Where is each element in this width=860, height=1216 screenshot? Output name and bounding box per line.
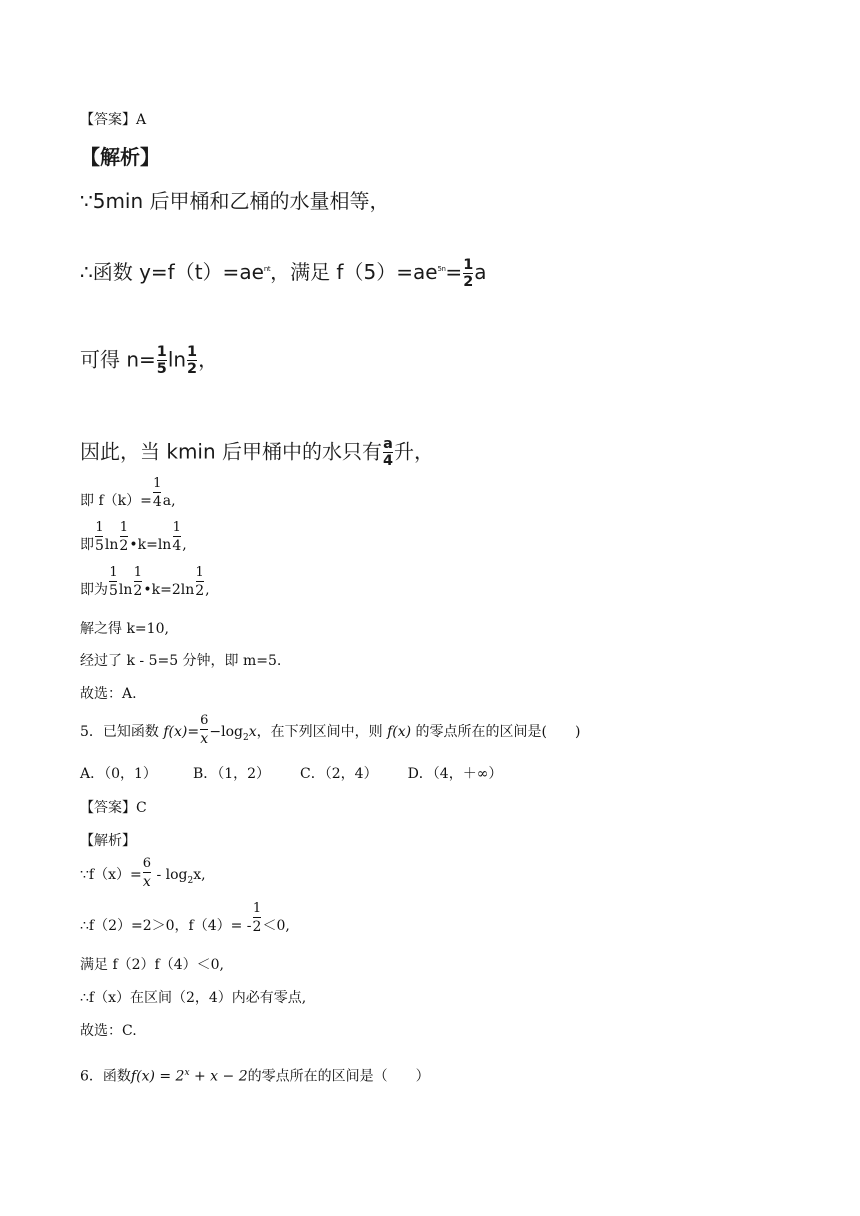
fraction: $\frac{1}{5}$ xyxy=(109,565,118,599)
step-choose-c: 故选：C. xyxy=(80,1023,137,1039)
analysis-heading-2: 【解析】 xyxy=(80,833,136,849)
option-b: B．（1，2） xyxy=(192,766,271,782)
solution-line-function: ∴函数 $y=f(t)=ae^{nt}$，满足 $f(5)=ae^{5n}=$ $\frac{1}{2}$ a xyxy=(80,256,487,290)
question-6: 6．函数$f(x) = 2^x + x - 2$的零点所在的区间是（ ） xyxy=(80,1068,430,1085)
fraction: $\frac{1}{2}$ xyxy=(119,520,129,554)
fraction: $\frac{1}{2}$ xyxy=(252,901,262,935)
answer-label-1: 【答案】A xyxy=(80,112,147,128)
step-product: 满足 f（2）f（4）＜0, xyxy=(80,957,224,973)
solution-line-since: ∵5min 后甲桶和乙桶的水量相等， xyxy=(80,189,390,213)
step-fk: 即 f（k）= $\frac{1}{4}$ a, xyxy=(80,476,176,510)
option-a: A．（0，1） xyxy=(80,766,157,782)
option-c: C．（2，4） xyxy=(300,766,378,782)
step-minutes: 经过了 k - 5=5 分钟，即 m=5. xyxy=(80,653,282,669)
fraction: $\frac{a}{4}$ xyxy=(383,436,394,470)
step-equation: 即 $\frac{1}{5}$ ln $\frac{1}{2}$ •k=ln $\frac{1}{4}$ , xyxy=(80,520,187,554)
fraction: $\frac{1}{5}$ xyxy=(95,520,104,554)
step-equation-simplified: 即为 $\frac{1}{5}$ ln $\frac{1}{2}$ •k=2ln $\frac{1}{2}$ , xyxy=(80,565,210,599)
solution-line-n: 可得 n= $\frac{1}{5}$ ln $\frac{1}{2}$ ， xyxy=(80,344,219,378)
step-choose-a: 故选：A. xyxy=(80,686,137,702)
solution-line-k: 因此，当 kmin 后甲桶中的水只有 $\frac{a}{4}$ 升， xyxy=(80,436,435,470)
option-d: D．（4，＋∞） xyxy=(407,766,503,782)
fraction: $\frac{1}{5}$ xyxy=(156,344,167,378)
step-solve: 解之得 k=10, xyxy=(80,621,169,637)
fraction: $\frac{1}{2}$ xyxy=(133,565,143,599)
fraction: $\frac{1}{4}$ xyxy=(152,476,162,510)
question-5-options xyxy=(80,765,538,783)
fraction: $\frac{6}{x}$ xyxy=(200,713,209,747)
step-conclusion: ∴f（x）在区间（2，4）内必有零点, xyxy=(80,990,307,1006)
fraction: $\frac{6}{x}$ xyxy=(142,856,151,890)
question-5: 5．已知函数 f(x)= $\frac{6}{x}$ $-\log_2x$，在下列区间中，则 f(x) 的零点所在的区间是( ) xyxy=(80,713,581,747)
fraction: $\frac{1}{2}$ xyxy=(187,344,198,378)
answer-label-2: 【答案】C xyxy=(80,800,147,816)
analysis-heading-1: 【解析】 xyxy=(80,145,160,169)
fraction: $\frac{1}{2}$ xyxy=(195,565,205,599)
step-define-f: ∵f（x）= $\frac{6}{x}$ - $\log_2x$, xyxy=(80,856,206,890)
step-evaluate: ∴f（2）=2＞0，f（4）= - $\frac{1}{2}$ ＜0, xyxy=(80,901,290,935)
fraction: $\frac{1}{2}$ xyxy=(463,256,474,290)
fraction: $\frac{1}{4}$ xyxy=(172,520,182,554)
